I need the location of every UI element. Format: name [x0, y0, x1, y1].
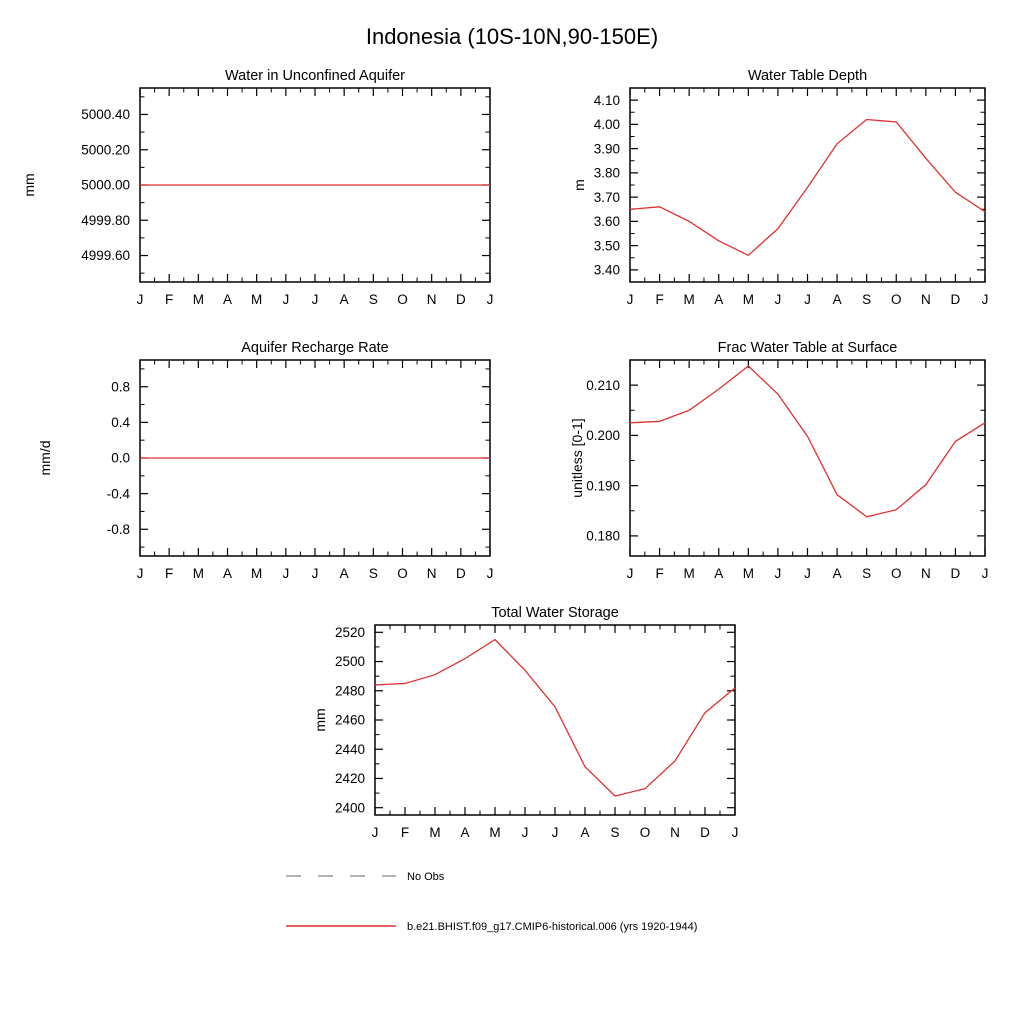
y-tick-label: -0.4 [106, 486, 130, 502]
x-tick-label: F [655, 566, 664, 581]
x-tick-label: D [700, 825, 710, 840]
x-tick-label: A [714, 566, 724, 581]
y-tick-label: 4999.60 [81, 248, 130, 264]
chart-title: Aquifer Recharge Rate [241, 340, 389, 356]
y-tick-label: 4.00 [593, 117, 620, 133]
chart-total-water-storage [312, 605, 738, 840]
x-tick-label: S [368, 292, 378, 307]
x-tick-label: S [862, 292, 872, 307]
x-tick-label: J [804, 292, 811, 307]
plot-frame [630, 88, 985, 282]
x-tick-label: J [774, 566, 782, 581]
plot-frame [375, 625, 735, 815]
y-tick-label: 3.50 [593, 238, 620, 254]
x-tick-label: J [136, 566, 144, 581]
x-tick-label: J [371, 825, 379, 840]
series-line [630, 120, 985, 256]
x-tick-label: N [426, 566, 437, 581]
x-tick-label: O [397, 292, 408, 307]
x-tick-label: J [731, 825, 739, 840]
y-tick-label: 2420 [334, 771, 365, 787]
x-tick-label: S [862, 566, 872, 581]
x-tick-label: D [950, 566, 961, 581]
y-tick-label: 0.210 [586, 377, 620, 393]
x-tick-label: M [192, 292, 204, 307]
x-tick-label: A [460, 825, 470, 840]
x-tick-label: N [426, 292, 437, 307]
x-tick-label: M [742, 292, 754, 307]
series-line [375, 640, 735, 796]
y-tick-label: 5000.40 [81, 107, 130, 123]
x-tick-label: F [400, 825, 410, 840]
y-tick-label: 5000.20 [81, 142, 130, 158]
x-tick-label: A [339, 566, 349, 581]
x-tick-label: N [920, 566, 931, 581]
x-tick-label: J [626, 566, 634, 581]
x-tick-label: F [655, 292, 664, 307]
x-tick-label: D [950, 292, 961, 307]
x-tick-label: M [742, 566, 754, 581]
x-tick-label: A [222, 566, 233, 581]
x-tick-label: O [890, 566, 902, 581]
x-tick-label: J [551, 825, 559, 840]
y-tick-label: 3.90 [593, 141, 620, 157]
y-tick-label: 2500 [334, 654, 365, 670]
y-axis-label: mm [312, 708, 328, 732]
x-tick-label: A [222, 292, 233, 307]
y-axis-label: mm/d [37, 440, 53, 476]
x-tick-label: J [521, 825, 529, 840]
x-tick-label: O [397, 566, 408, 581]
x-tick-label: M [192, 566, 204, 581]
y-tick-label: 2480 [334, 683, 365, 699]
chart-title: Total Water Storage [491, 605, 619, 621]
x-tick-label: J [486, 292, 494, 307]
y-tick-label: 3.40 [593, 262, 620, 278]
chart-title: Water in Unconfined Aquifer [224, 68, 406, 84]
x-tick-label: F [165, 292, 174, 307]
x-tick-label: M [489, 825, 501, 840]
y-axis-label: m [571, 179, 587, 191]
legend [286, 871, 697, 933]
legend-label-model: b.e21.BHIST.f09_g17.CMIP6-historical.006 (yrs 1920-1944) [407, 921, 698, 933]
x-tick-label: J [626, 292, 634, 307]
y-tick-label: 0.4 [111, 415, 130, 431]
y-tick-label: 0.8 [111, 379, 130, 395]
y-tick-label: -0.8 [106, 521, 130, 537]
x-tick-label: O [639, 825, 651, 840]
chart-water-in-unconfined-aquifer [21, 68, 493, 307]
y-tick-label: 0.0 [111, 450, 130, 466]
x-tick-label: M [683, 566, 695, 581]
chart-frac-water-table-at-surface [569, 340, 988, 581]
x-tick-label: S [368, 566, 378, 581]
x-tick-label: M [251, 292, 263, 307]
x-tick-label: J [981, 292, 989, 307]
y-tick-label: 0.180 [586, 528, 620, 544]
y-axis-label: mm [21, 173, 37, 197]
x-tick-label: J [136, 292, 144, 307]
legend-label-no-obs: No Obs [407, 871, 445, 883]
x-tick-label: A [580, 825, 590, 840]
y-tick-label: 5000.00 [81, 177, 130, 193]
x-tick-label: J [282, 566, 290, 581]
y-tick-label: 0.190 [586, 478, 620, 494]
y-tick-label: 2520 [334, 625, 365, 641]
x-tick-label: A [714, 292, 724, 307]
x-tick-label: J [981, 566, 989, 581]
x-tick-label: D [455, 566, 466, 581]
x-tick-label: J [311, 292, 319, 307]
y-tick-label: 3.70 [593, 189, 620, 205]
x-tick-label: M [429, 825, 441, 840]
x-tick-label: J [774, 292, 782, 307]
y-axis-label: unitless [0-1] [569, 418, 585, 498]
x-tick-label: S [610, 825, 620, 840]
x-tick-label: N [920, 292, 931, 307]
x-tick-label: M [251, 566, 263, 581]
y-tick-label: 2400 [334, 800, 365, 816]
y-tick-label: 4.10 [593, 92, 620, 108]
y-tick-label: 2460 [334, 712, 365, 728]
x-tick-label: J [311, 566, 319, 581]
x-tick-label: A [832, 292, 842, 307]
chart-water-table-depth [571, 68, 988, 307]
chart-title: Frac Water Table at Surface [717, 340, 898, 356]
y-tick-label: 2440 [334, 741, 365, 757]
figure-title: Indonesia (10S-10N,90-150E) [365, 24, 659, 49]
chart-aquifer-recharge-rate [37, 340, 493, 581]
x-tick-label: A [339, 292, 349, 307]
x-tick-label: J [282, 292, 290, 307]
x-tick-label: D [455, 292, 466, 307]
x-tick-label: F [165, 566, 174, 581]
y-tick-label: 0.200 [586, 428, 620, 444]
x-tick-label: A [832, 566, 842, 581]
x-tick-label: J [486, 566, 494, 581]
y-tick-label: 3.60 [593, 214, 620, 230]
x-tick-label: M [683, 292, 695, 307]
x-tick-label: O [890, 292, 902, 307]
x-tick-label: N [670, 825, 680, 840]
series-line [630, 366, 985, 517]
chart-title: Water Table Depth [747, 68, 868, 84]
y-tick-label: 4999.80 [81, 212, 130, 228]
y-tick-label: 3.80 [593, 165, 620, 181]
plot-frame [630, 360, 985, 556]
x-tick-label: J [804, 566, 811, 581]
